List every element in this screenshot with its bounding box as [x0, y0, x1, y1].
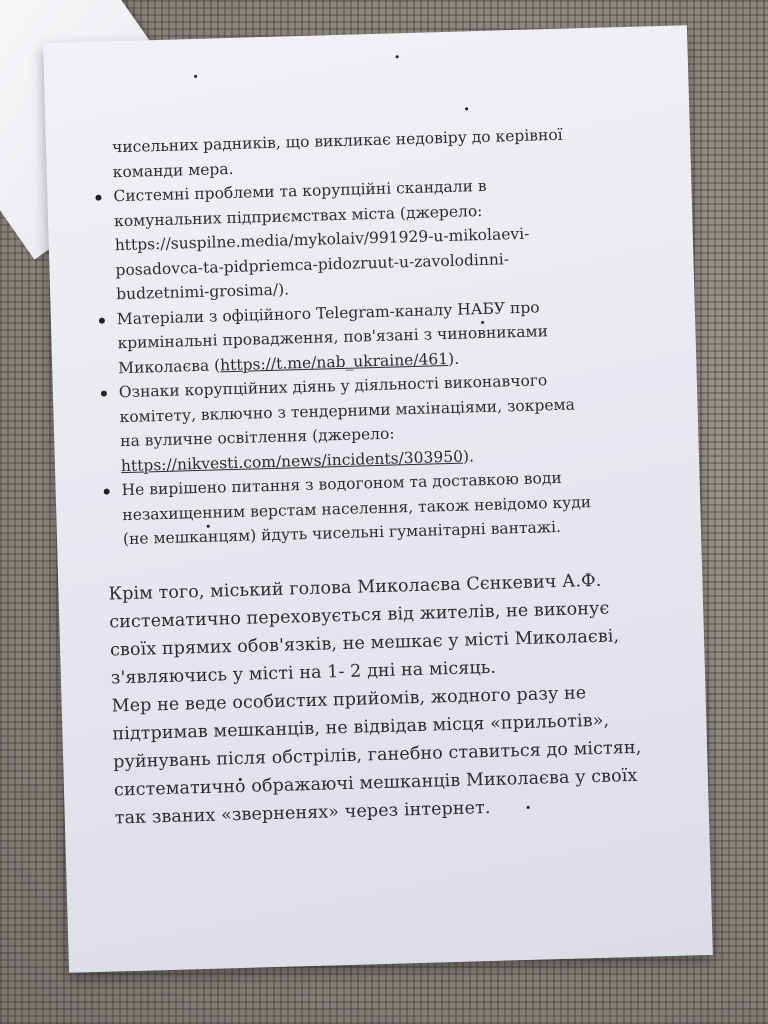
bullet-dot-icon: [101, 391, 107, 397]
text-line: Ознаки корупційних діянь у діяльності виконавчого: [118, 371, 548, 402]
text-line: незахищенним верстам населення, також невідомо куди: [122, 492, 592, 524]
text-line: своїх прямих обов'язків, не мешкає у місті Миколаєві,: [109, 625, 620, 661]
nikvesti-link[interactable]: https://nikvesti.com/news/incidents/303950: [120, 447, 464, 475]
bullet-item: [105, 463, 667, 552]
ink-speck: [194, 75, 197, 78]
text-fragment: Миколаєва (: [117, 355, 221, 377]
text-line: комітету, включно з тендерними махінаціями, зокрема: [119, 394, 576, 426]
text-line: комунальних підприємствах міста (джерело:: [113, 201, 483, 230]
text-line: так званих «зверненях» через інтернет.: [114, 797, 491, 828]
bullet-list: [97, 169, 667, 552]
text-line: https://suspilne.media/mykolaiv/991929-u-mikolaevi-: [114, 224, 530, 255]
text-line: систематично переховується від жителів, не виконує: [109, 598, 610, 633]
bullet-dot-icon: [95, 195, 101, 201]
text-line: кримінальні провадження, пов'язані з чиновниками: [117, 322, 549, 353]
text-line: команди мера.: [112, 159, 234, 181]
bullet-dot-icon: [99, 317, 105, 323]
text-line: на вуличне освітлення (джерело:: [120, 424, 395, 451]
text-line: Крім того, міський голова Миколаєва Сєнкевич А.Ф.: [108, 570, 602, 605]
text-line: систематично ображаючі мешканців Миколаєва у своїх: [113, 765, 638, 800]
text-line: Не вирішено питання з водогоном та доставкою води: [121, 468, 562, 500]
bullet-dot-icon: [104, 488, 110, 494]
ink-speck: [465, 107, 468, 110]
text-line: Матеріали з офіційного Telegram-каналу НАБУ про: [116, 297, 540, 328]
bullet-item: [103, 365, 666, 479]
text-line: чисельних радників, що викликає недовіру до керівної: [111, 125, 563, 157]
document-page: [43, 25, 713, 973]
text-line: posadovca-ta-pidpriemca-pidozruut-u-zavolodinni-: [115, 249, 510, 279]
text-line: Мер не веде особистих прийомів, жодного разу не: [111, 682, 587, 717]
ink-speck: [396, 55, 399, 58]
bullet-item: [97, 169, 660, 307]
text-line: Системні проблеми та корупційні скандали в: [113, 176, 487, 206]
text-line: підтримав мешканців, не відвідав місця «прильотів»,: [112, 710, 610, 745]
nabu-telegram-link[interactable]: https://t.me/nab_ukraine/461: [219, 349, 449, 374]
text-line: руйнувань після обстрілів, ганебно ставиться до містян,: [112, 737, 642, 772]
text-line: з'являючись у місті на 1- 2 дні на місяць.: [110, 657, 497, 689]
document-body: [96, 120, 675, 832]
text-fragment: ).: [447, 349, 460, 368]
text-line: budzetnimi-grosima/).: [115, 280, 290, 304]
text-fragment: ).: [462, 446, 475, 466]
text-line: (не мешканцям) йдуть чисельні гуманітарні вантажі.: [122, 517, 562, 549]
closing-paragraph: [108, 564, 675, 832]
